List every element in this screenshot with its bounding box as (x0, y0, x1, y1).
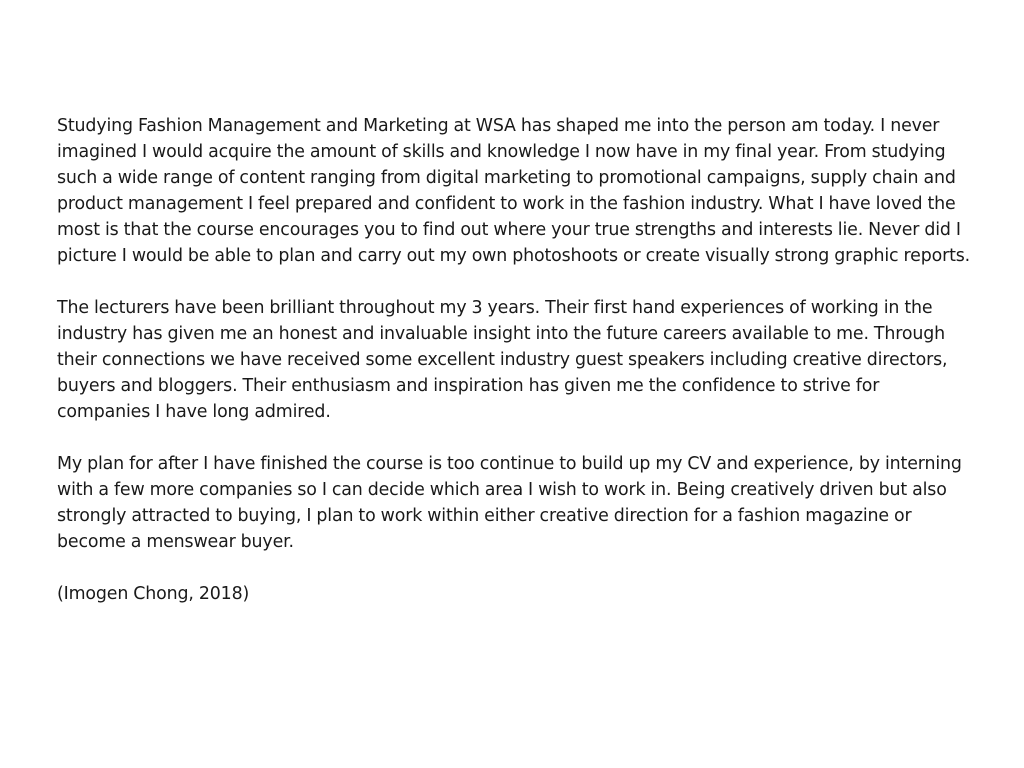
paragraph-course-experience: Studying Fashion Management and Marketing at WSA has shaped me into the person am today. I never imagined I would acquire the amount of skills and knowledge I now have in my final year. From studying such a wide range of content ranging from digital marketing to promotional campaigns, supply chain and product management I feel prepared and confident to work in the fashion industry. What I have loved the most is that the course encourages you to find out where your true strengths and interests lie. Never did I picture I would be able to plan and carry out my own photoshoots or create visually strong graphic reports. (57, 116, 971, 266)
citation: (Imogen Chong, 2018) (57, 584, 250, 604)
testimonial-text-block (57, 113, 977, 607)
paragraph-lecturers: The lecturers have been brilliant throughout my 3 years. Their first hand experiences of working in the industry has given me an honest and invaluable insight into the future careers available to me. Through their connections we have received some excellent industry guest speakers including creative directors, buyers and bloggers. Their enthusiasm and inspiration has given me the confidence to strive for companies I have long admired. (57, 298, 948, 422)
paragraph-future-plans: My plan for after I have finished the course is too continue to build up my CV and experience, by interning with a few more companies so I can decide which area I wish to work in. Being creatively driven but also strongly attracted to buying, I plan to work within either creative direction for a fashion magazine or become a menswear buyer. (57, 454, 962, 552)
